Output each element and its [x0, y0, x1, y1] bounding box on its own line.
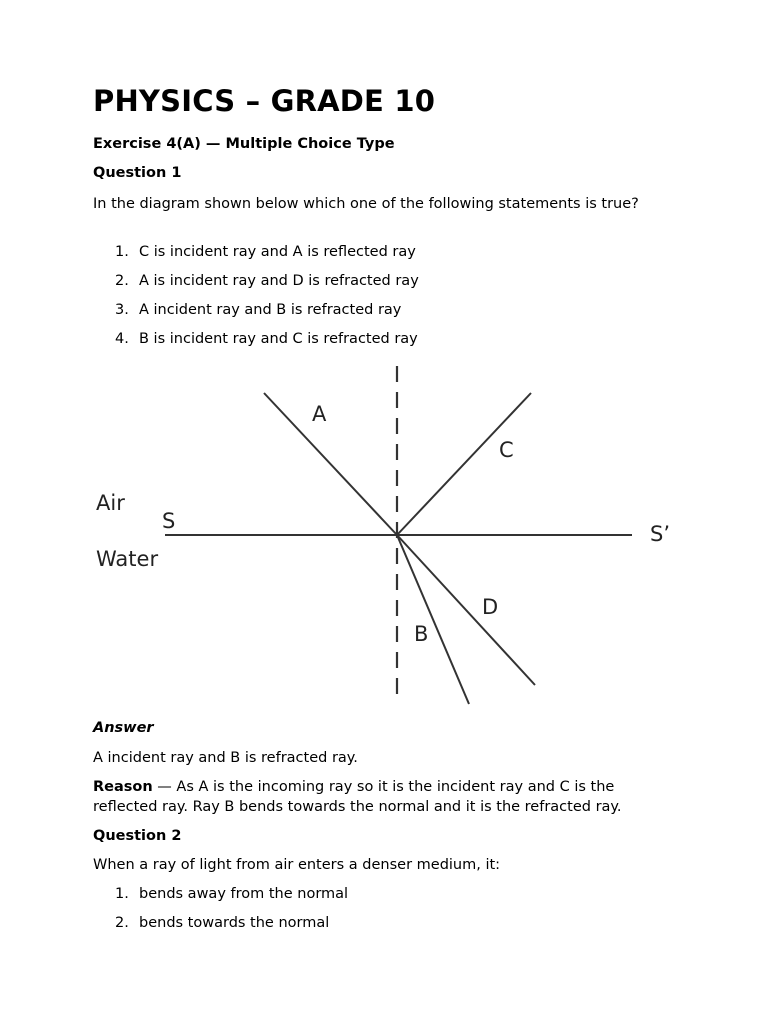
answer-reason [93, 777, 673, 817]
option-text: bends away from the normal [139, 886, 349, 902]
question-1-heading: Question 1 [93, 165, 182, 181]
q2-option-2 [115, 915, 329, 931]
label-c: C [499, 438, 514, 462]
reason-label: Reason [93, 779, 153, 795]
label-s: S [162, 509, 176, 533]
answer-text: A incident ray and B is refracted ray. [93, 750, 358, 766]
option-number: 1. [115, 244, 129, 260]
label-air: Air [96, 491, 125, 515]
page-title: PHYSICS – GRADE 10 [93, 84, 436, 118]
reason-text: — As A is the incoming ray so it is the incident ray and C is the reflected ray. Ray B bends towards the normal and it is the refracted ray. [93, 779, 622, 815]
ray-a [264, 393, 397, 535]
ray-b [397, 535, 469, 704]
option-text: bends towards the normal [139, 915, 330, 931]
q1-option-2 [115, 273, 419, 289]
label-s-prime: S’ [650, 522, 671, 546]
label-d: D [482, 595, 499, 619]
option-number: 1. [115, 886, 129, 902]
ray-c [397, 393, 531, 535]
label-a: A [312, 402, 327, 426]
q2-option-1 [115, 886, 348, 902]
q1-option-4 [115, 331, 418, 347]
option-number: 2. [115, 273, 129, 289]
option-number: 4. [115, 331, 129, 347]
option-number: 3. [115, 302, 129, 318]
question-2-heading: Question 2 [93, 828, 182, 844]
exercise-heading: Exercise 4(A) — Multiple Choice Type [93, 136, 395, 152]
question-2-text: When a ray of light from air enters a denser medium, it: [93, 857, 501, 873]
q1-option-1 [115, 244, 416, 260]
option-number: 2. [115, 915, 129, 931]
question-1-text: In the diagram shown below which one of the following statements is true? [93, 196, 639, 212]
answer-heading: Answer [93, 720, 154, 736]
ray-d [397, 535, 535, 685]
option-text: A is incident ray and D is refracted ray [139, 273, 419, 289]
option-text: B is incident ray and C is refracted ray [139, 331, 418, 347]
option-text: C is incident ray and A is reflected ray [139, 244, 416, 260]
refraction-diagram [0, 360, 768, 710]
q1-option-3 [115, 302, 401, 318]
label-water: Water [96, 547, 159, 571]
option-text: A incident ray and B is refracted ray [139, 302, 402, 318]
label-b: B [414, 622, 429, 646]
